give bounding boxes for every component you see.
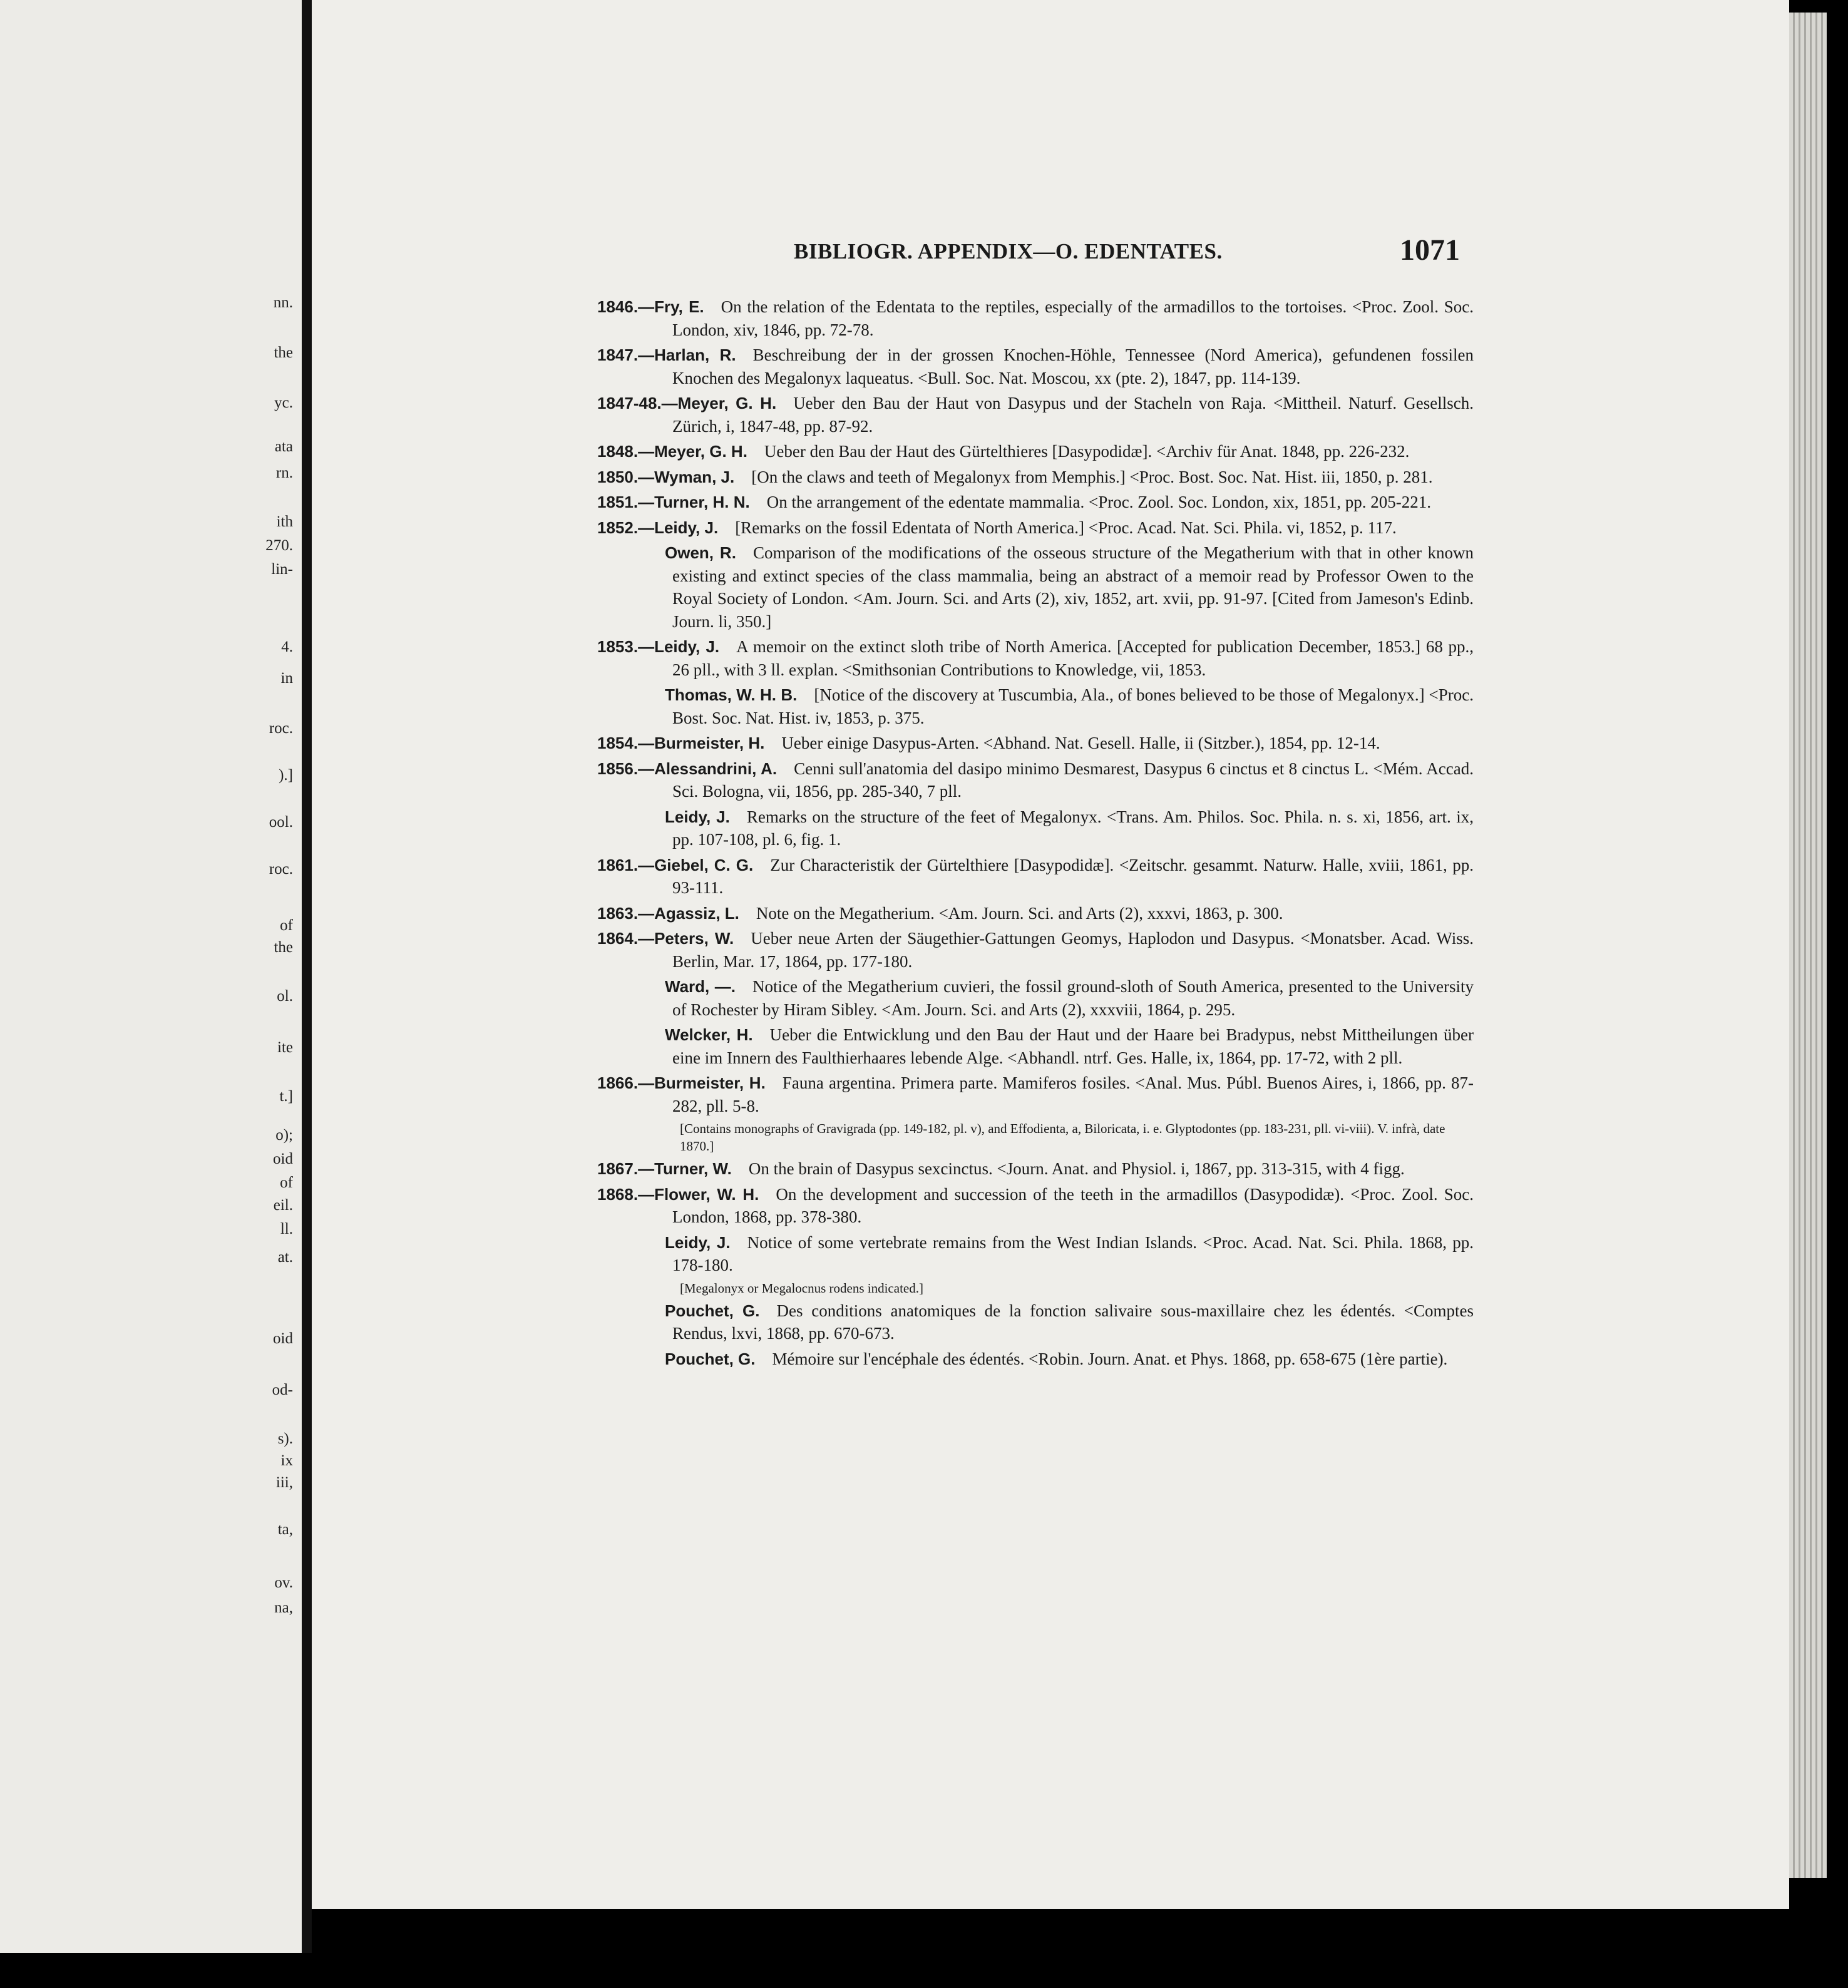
entry-year: 1863.— <box>597 903 655 923</box>
margin-fragment: in <box>280 670 293 687</box>
margin-fragment: ).] <box>279 767 293 784</box>
margin-fragment: o); <box>275 1127 293 1144</box>
bibliography-entry <box>597 1231 1474 1277</box>
entry-note: [Contains monographs of Gravigrada (pp. 149-182, pl. v), and Effodienta, a, Bilоricata, i. e. Glyptodontes (pp. 183-231, pll. vi-viii). V. infrà, date 1870.] <box>680 1121 1445 1154</box>
entry-year: 1868.— <box>597 1184 655 1204</box>
margin-fragment: ov. <box>274 1574 293 1591</box>
entry-author: Leidy, J. <box>654 637 720 656</box>
entry-author: Harlan, R. <box>654 346 736 364</box>
page-number: 1071 <box>1400 233 1460 267</box>
bibliography-entry <box>597 295 1474 341</box>
entry-author: Meyer, G. H. <box>677 394 777 412</box>
entry-author: Alessandrini, A. <box>654 759 778 778</box>
entry-author: Peters, W. <box>654 929 734 948</box>
entry-text: On the arrangement of the edentate mammalia. <Proc. Zool. Soc. London, xix, 1851, pp. 205-221. <box>766 493 1431 511</box>
bibliography-entry <box>597 1023 1474 1069</box>
entry-text: Ueber den Bau der Haut des Gürtelthieres [Dasypodidæ]. <Archiv für Anat. 1848, pp. 226-232. <box>764 442 1410 461</box>
bibliography-entry <box>597 854 1474 899</box>
margin-fragment: ith <box>276 513 293 530</box>
entry-year: 1861.— <box>597 855 655 874</box>
entry-text: Beschreibung der in der grossen Knochen-Höhle, Tennessee (Nord America), gefundenen fossilen Knochen des Megalonyx laqueatus. <Bull. Soc. Nat. Moscou, xx (pte. 2), 1847, pp. 114-139. <box>672 346 1474 387</box>
entry-author: Pouchet, G. <box>665 1349 756 1368</box>
entry-year: 1864.— <box>597 929 655 948</box>
entry-text: [On the claws and teeth of Megalonyx from Memphis.] <Proc. Bost. Soc. Nat. Hist. iii, 1850, p. 281. <box>751 467 1433 486</box>
bibliography-entry <box>597 732 1474 755</box>
bibliography-entry <box>597 466 1474 489</box>
entry-text: On the development and succession of the teeth in the armadillos (Dasypodidæ). <Proc. Zool. Soc. London, 1868, pp. 378-380. <box>672 1184 1474 1226</box>
entry-text: Notice of the Megatherium cuvieri, the fossil ground-sloth of South America, presented to the University of Rochester by Hiram Sibley. <Am. Journ. Sci. and Arts (2), xxxviii, 1864, p. 295. <box>672 977 1474 1019</box>
bibliography-entry <box>597 440 1474 463</box>
margin-fragment: oid <box>273 1330 293 1347</box>
margin-fragment: eil. <box>273 1197 293 1214</box>
margin-fragment: at. <box>277 1249 293 1266</box>
bibliography-entry <box>597 975 1474 1021</box>
bibliography-entry <box>597 927 1474 973</box>
entry-author: Flower, W. H. <box>654 1184 759 1204</box>
margin-fragment: od- <box>272 1381 293 1398</box>
margin-fragment: ata <box>274 438 293 455</box>
entry-year: 1848.— <box>597 442 655 461</box>
bibliography-entry <box>597 684 1474 729</box>
entry-author: Leidy, J. <box>654 518 719 537</box>
entry-text: Ueber den Bau der Haut von Dasypus und der Stacheln von Raja. <Mittheil. Naturf. Gesellsch. Zürich, i, 1847-48, pp. 87-92. <box>672 394 1474 436</box>
entry-year: 1854.— <box>597 734 655 752</box>
margin-fragment: of <box>280 1174 293 1191</box>
margin-fragment: na, <box>274 1599 293 1616</box>
margin-fragment: ta, <box>277 1521 293 1538</box>
margin-fragment: ix <box>280 1452 293 1469</box>
bibliography-entry <box>597 1157 1474 1181</box>
margin-fragment: lin- <box>271 561 293 578</box>
bibliography-entry <box>597 1072 1474 1117</box>
entry-year: 1852.— <box>597 518 655 537</box>
entry-author: Owen, R. <box>665 543 736 562</box>
entry-text: Mémoire sur l'encéphale des édentés. <Robin. Journ. Anat. et Phys. 1868, pp. 658-675 (1ère partie). <box>772 1349 1448 1368</box>
margin-fragment: ol. <box>277 988 293 1005</box>
margin-fragment: rn. <box>275 464 293 481</box>
bibliography-entry <box>597 491 1474 514</box>
entry-author: Leidy, J. <box>665 807 730 826</box>
margin-fragment: nn. <box>273 294 293 311</box>
bibliography-entry <box>597 1348 1474 1371</box>
entry-author: Burmeister, H. <box>654 1073 766 1092</box>
entry-author: Fry, E. <box>654 297 704 316</box>
margin-fragment: s). <box>277 1430 293 1447</box>
entry-author: Agassiz, L. <box>654 903 739 923</box>
entry-author: Thomas, W. H. B. <box>665 685 798 704</box>
bibliography-entry <box>597 541 1474 633</box>
entry-text: Zur Characteristik der Gürtelthiere [Dasypodidæ]. <Zeitschr. gesammt. Naturw. Halle, xviii, 1861, pp. 93-111. <box>672 855 1474 897</box>
margin-fragment: the <box>274 344 293 361</box>
entry-text: Des conditions anatomiques de la fonction salivaire sous-maxillaire chez les édentés. <Comptes Rendus, lxvi, 1868, pp. 670-673. <box>672 1301 1474 1343</box>
margin-fragment: 270. <box>265 537 293 554</box>
entry-author: Pouchet, G. <box>665 1301 760 1320</box>
bibliography-entry <box>597 806 1474 851</box>
bibliography-entry <box>597 392 1474 438</box>
margin-fragment: ll. <box>280 1221 293 1237</box>
entry-year: 1851.— <box>597 493 655 511</box>
entry-author: Meyer, G. H. <box>654 442 747 461</box>
bibliography-entry <box>597 1183 1474 1229</box>
margin-fragment: ool. <box>269 814 293 831</box>
entry-text: [Notice of the discovery at Tuscumbia, Ala., of bones believed to be those of Megalonyx.] <Proc. Bost. Soc. Nat. Hist. iv, 1853, p. 375. <box>672 685 1474 727</box>
page-edges <box>1789 13 1827 1878</box>
entry-author: Ward, —. <box>665 977 736 996</box>
entry-author: Leidy, J. <box>665 1232 731 1252</box>
entry-year: 1847.— <box>597 346 655 364</box>
entry-text: Notice of some vertebrate remains from the West Indian Islands. <Proc. Acad. Nat. Sci. Phila. 1868, pp. 178-180. <box>672 1232 1474 1274</box>
entry-author: Turner, W. <box>654 1159 732 1178</box>
margin-fragment: oid <box>273 1150 293 1167</box>
margin-fragment: roc. <box>269 720 293 737</box>
facing-page-margin <box>0 0 302 1953</box>
entry-text: Cenni sull'anatomia del dasipo minimo Desmarest, Dasypus 6 cinctus et 8 cinctus L. <Mém. Accad. Sci. Bologna, vii, 1856, pp. 285-340, 7 pll. <box>672 759 1474 801</box>
margin-fragment: iii, <box>275 1474 293 1491</box>
running-header: BIBLIOGR. APPENDIX—O. EDENTATES. <box>794 239 1223 264</box>
entry-author: Giebel, C. G. <box>654 855 754 874</box>
bibliography-entry <box>597 635 1474 681</box>
margin-fragment: roc. <box>269 861 293 878</box>
margin-fragment: yc. <box>274 394 293 411</box>
bibliography-entry <box>597 516 1474 540</box>
entry-text: On the relation of the Edentata to the reptiles, especially of the armadillos to the tortoises. <Proc. Zool. Soc. London, xiv, 1846, pp. 72-78. <box>672 297 1474 339</box>
bibliography-entry <box>597 1299 1474 1345</box>
entry-text: Ueber neue Arten der Säugethier-Gattungen Geomys, Haplodon und Dasypus. <Monatsber. Acad. Wiss. Berlin, Mar. 17, 1864, pp. 177-180. <box>672 929 1474 971</box>
entry-year: 1846.— <box>597 297 655 316</box>
entry-author: Burmeister, H. <box>654 734 765 752</box>
entry-author: Wyman, J. <box>654 467 735 486</box>
entry-author: Turner, H. N. <box>654 493 750 511</box>
entry-text: Ueber einige Dasypus-Arten. <Abhand. Nat. Gesell. Halle, ii (Sitzber.), 1854, pp. 12-14. <box>781 734 1380 752</box>
entry-text: Remarks on the structure of the feet of Megalonyx. <Trans. Am. Philos. Soc. Phila. n. s. xi, 1856, art. ix, pp. 107-108, pl. 6, fig. 1. <box>672 807 1474 849</box>
entry-text: Note on the Megatherium. <Am. Journ. Sci. and Arts (2), xxxvi, 1863, p. 300. <box>756 903 1283 923</box>
margin-fragment: t.] <box>279 1088 293 1105</box>
margin-fragment: the <box>274 939 293 956</box>
entry-author: Welcker, H. <box>665 1025 753 1044</box>
margin-fragment: ite <box>277 1039 293 1056</box>
book-gutter <box>302 0 312 1953</box>
bibliography-entry <box>597 902 1474 925</box>
margin-fragment: of <box>280 917 293 934</box>
entry-year: 1866.— <box>597 1073 655 1092</box>
entry-year: 1867.— <box>597 1159 655 1178</box>
entry-text: On the brain of Dasypus sexcinctus. <Journ. Anat. and Physiol. i, 1867, pp. 313-315, with 4 figg. <box>748 1159 1405 1178</box>
entry-year: 1850.— <box>597 467 655 486</box>
entry-note: [Megalonyx or Megalocnus rodens indicated.] <box>680 1280 923 1296</box>
margin-fragment: 4. <box>281 638 293 655</box>
entry-text: [Remarks on the fossil Edentata of North America.] <Proc. Acad. Nat. Sci. Phila. vi, 1852, p. 117. <box>735 518 1397 537</box>
entry-text: Ueber die Entwicklung und den Bau der Haut und der Haare bei Bradypus, nebst Mittheilungen über eine im Innern des Faulthierhaares lebende Alge. <Abhandl. ntrf. Ges. Halle, ix, 1864, pp. 17-72, with 2 pll. <box>672 1025 1474 1067</box>
entry-text: Comparison of the modifications of the osseous structure of the Megatherium with that in other known existing and extinct species of the class mammalia, being an abstract of a memoir read by Professor Owen to the Royal Society of London. <Am. Journ. Sci. and Arts (2), xiv, 1852, art. xvii, pp. 91-97. [Cited from Jameson's Edinb. Journ. li, 350.] <box>672 543 1474 631</box>
entry-text: Fauna argentina. Primera parte. Mamiferos fosiles. <Anal. Mus. Públ. Buenos Aires, i, 1866, pp. 87-282, pll. 5-8. <box>672 1073 1474 1115</box>
entry-year: 1847-48.— <box>597 394 678 412</box>
bibliography-entry <box>597 344 1474 389</box>
bibliography-entries <box>597 295 1474 1373</box>
bibliography-entry <box>597 757 1474 803</box>
entry-text: A memoir on the extinct sloth tribe of North America. [Accepted for publication December, 1853.] 68 pp., 26 pll., with 3 ll. explan. <Smithsonian Contributions to Knowledge, vii, 1853. <box>672 637 1474 679</box>
entry-year: 1856.— <box>597 759 655 778</box>
entry-year: 1853.— <box>597 637 655 656</box>
